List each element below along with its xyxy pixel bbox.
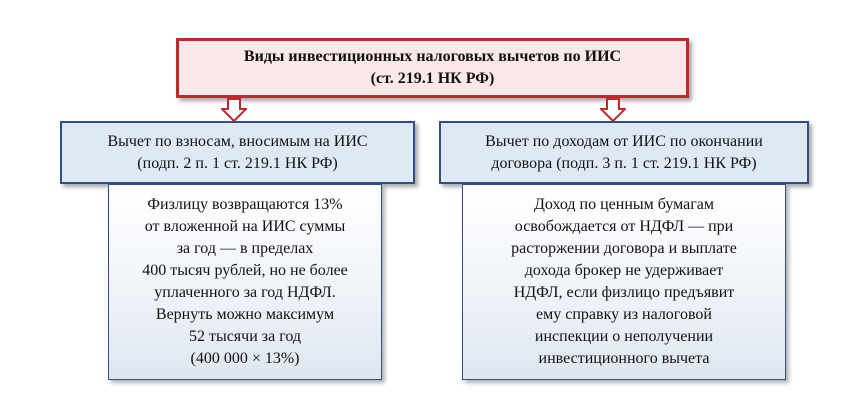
right-body-line: расторжении договора и выплате [511, 240, 737, 257]
income-deduction-heading [439, 121, 809, 184]
right-heading-line-1: Вычет по доходам от ИИС по окончании [485, 132, 763, 150]
left-body-line: уплаченного за год НДФЛ. [154, 284, 336, 301]
left-body-line: 400 тысяч рублей, но не более [142, 262, 348, 279]
right-body-line: инвестиционного вычета [538, 350, 710, 367]
contribution-deduction-heading [60, 121, 415, 184]
left-body-line: Вернуть можно максимум [155, 306, 335, 323]
diagram-title-box [176, 38, 689, 98]
left-body-line: (400 000 × 13%) [190, 350, 300, 367]
right-body-line: ему справку из налоговой [536, 306, 712, 323]
right-body-line: Доход по ценным бумагам [533, 196, 715, 213]
left-body-line: за год — в пределах [176, 240, 314, 257]
right-heading-line-2: договора (подп. 3 п. 1 ст. 219.1 НК РФ) [491, 154, 757, 172]
right-body-line: освобождается от НДФЛ — при [514, 218, 734, 235]
right-body-line: НДФЛ, если физлицо предъявит [513, 284, 735, 301]
down-arrow-right [600, 98, 626, 122]
title-line-1: Виды инвестиционных налоговых вычетов по ИИС [243, 48, 622, 65]
down-arrow-left [221, 98, 247, 122]
left-heading-line-2: (подп. 2 п. 1 ст. 219.1 НК РФ) [137, 154, 338, 172]
left-body-line: 52 тысячи за год [188, 328, 302, 345]
right-body-line: инспекции о неполучении [534, 328, 714, 345]
contribution-deduction-description [108, 184, 382, 380]
income-deduction-description [462, 184, 786, 380]
right-body-line: дохода брокер не удерживает [524, 262, 724, 279]
left-heading-line-1: Вычет по взносам, вносимым на ИИС [107, 132, 368, 150]
left-body-line: Физлицу возвращаются 13% [147, 196, 343, 213]
title-line-2: (ст. 219.1 НК РФ) [370, 70, 495, 87]
left-body-line: от вложенной на ИИС суммы [144, 218, 346, 235]
